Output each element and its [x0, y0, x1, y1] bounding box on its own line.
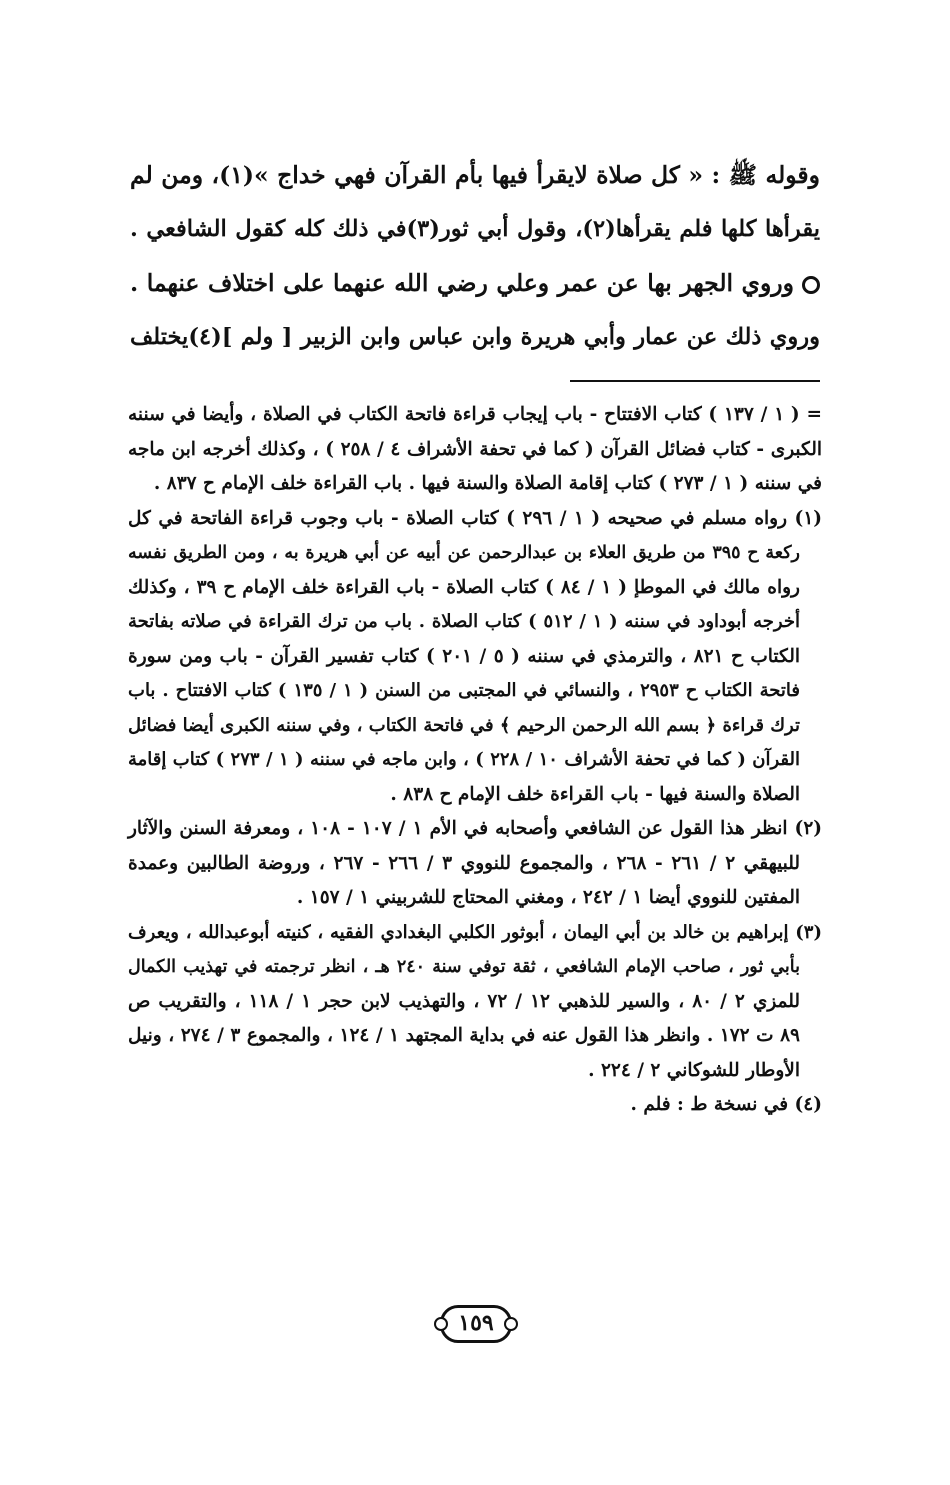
footnote-continued — [128, 398, 822, 502]
main-text — [130, 148, 820, 364]
footnote-1 — [128, 502, 822, 813]
footnote-line: المفتين للنووي أيضا ١ / ٢٤٢ ، ومغني المحتاج للشربيني ١ / ١٥٧ . — [296, 887, 800, 908]
footnote-line: (٢) انظر هذا القول عن الشافعي وأصحابه في الأم ١ / ١٠٧ - ١٠٨ ، ومعرفة السنن والآثار — [128, 818, 823, 839]
footnote-4 — [128, 1088, 822, 1123]
main-line-3 — [130, 256, 820, 310]
main-line-1: وقوله ﷺ : « كل صلاة لايقرأ فيها بأم القرآن فهي خداج »(١)، ومن لم — [130, 161, 820, 189]
footnote-line: الكتاب ح ٨٢١ ، والترمذي في سننه ( ٥ / ٢٠١ ) كتاب تفسير القرآن - باب ومن سورة — [128, 645, 800, 667]
page-number-text: ١٥٩ — [458, 1310, 494, 1336]
footnote-line: (١) رواه مسلم في صحيحه ( ١ / ٢٩٦ ) كتاب الصلاة - باب وجوب قراءة الفاتحة في كل — [128, 507, 823, 529]
footnote-line: الكبرى - كتاب فضائل القرآن ( كما في تحفة الأشراف ٤ / ٢٥٨ ) ، وكذلك أخرجه ابن ماجه — [128, 438, 822, 460]
footnotes — [128, 398, 822, 1123]
footnote-line: للمزي ٢ / ٨٠ ، والسير للذهبي ١٢ / ٧٢ ، والتهذيب لابن حجر ١ / ١١٨ ، والتقريب ص — [128, 990, 801, 1012]
footnote-line: رواه مالك في الموطإ ( ١ / ٨٤ ) كتاب الصلاة - باب القراءة خلف الإمام ح ٣٩ ، وكذلك — [128, 576, 800, 598]
footnote-2 — [128, 812, 822, 916]
footnote-divider — [570, 380, 820, 382]
page-number — [436, 1303, 516, 1343]
footnote-line: الأوطار للشوكاني ٢ / ٢٢٤ . — [588, 1059, 800, 1081]
footnote-line: للبيهقي ٢ / ٢٦١ - ٢٦٨ ، والمجموع للنووي ٣ / ٢٦٦ - ٢٦٧ ، وروضة الطالبين وعمدة — [128, 852, 801, 874]
footnote-line: الصلاة والسنة فيها - باب القراءة خلف الإمام ح ٨٣٨ . — [390, 783, 800, 805]
footnote-line: (٣) إبراهيم بن خالد بن أبي اليمان ، أبوثور الكلبي البغدادي الفقيه ، كنيته أبوعبدالله ، ويعرف — [128, 921, 822, 943]
footnote-line: ركعة ح ٣٩٥ من طريق العلاء بن عبدالرحمن عن أبيه عن أبي هريرة به ، ومن الطريق نفسه — [128, 543, 800, 563]
footnote-line: = ( ١ / ١٣٧ ) كتاب الافتتاح - باب إيجاب قراءة فاتحة الكتاب في الصلاة ، وأيضا في سننه — [128, 404, 822, 425]
footnote-line: في سننه ( ١ / ٢٧٣ ) كتاب إقامة الصلاة والسنة فيها . باب القراءة خلف الإمام ح ٨٣٧ . — [153, 473, 822, 494]
footnote-line: القرآن ( كما في تحفة الأشراف ١٠ / ٢٢٨ ) ، وابن ماجه في سننه ( ١ / ٢٧٣ ) كتاب إقامة — [128, 749, 801, 770]
circle-bullet-icon — [802, 276, 820, 294]
footnote-line: ٨٩ ت ١٧٢ . وانظر هذا القول عنه في بداية المجتهد ١ / ١٢٤ ، والمجموع ٣ / ٢٧٤ ، ونيل — [128, 1025, 800, 1046]
main-line-2: يقرأها كلها فلم يقرأها(٢)، وقول أبي ثور(٣)في ذلك كله كقول الشافعي . — [130, 216, 820, 242]
footnote-line: أخرجه أبوداود في سننه ( ١ / ٥١٢ ) كتاب الصلاة . باب من ترك القراءة في صلاته بفاتحة — [128, 611, 800, 632]
main-line-4: وروي ذلك عن عمار وأبي هريرة وابن عباس وابن الزبير [ ولم ](٤)يختلف — [130, 324, 820, 350]
footnote-3 — [128, 916, 822, 1089]
footnote-line: فاتحة الكتاب ح ٢٩٥٣ ، والنسائي في المجتبى من السنن ( ١ / ١٣٥ ) كتاب الافتتاح . باب — [128, 680, 801, 701]
footnote-line: (٤) في نسخة ط : فلم . — [630, 1094, 822, 1115]
main-line-3-text: وروي الجهر بها عن عمر وعلي رضي الله عنهما على اختلاف عنهما . — [130, 269, 794, 297]
footnote-line: بأبي ثور ، صاحب الإمام الشافعي ، ثقة توفي سنة ٢٤٠ هـ ، انظر ترجمته في تهذيب الكمال — [128, 957, 800, 977]
footnote-line: ترك قراءة ﴿ بسم الله الرحمن الرحيم ﴾ في فاتحة الكتاب ، وفي سننه الكبرى أيضا فضائل — [128, 714, 800, 736]
